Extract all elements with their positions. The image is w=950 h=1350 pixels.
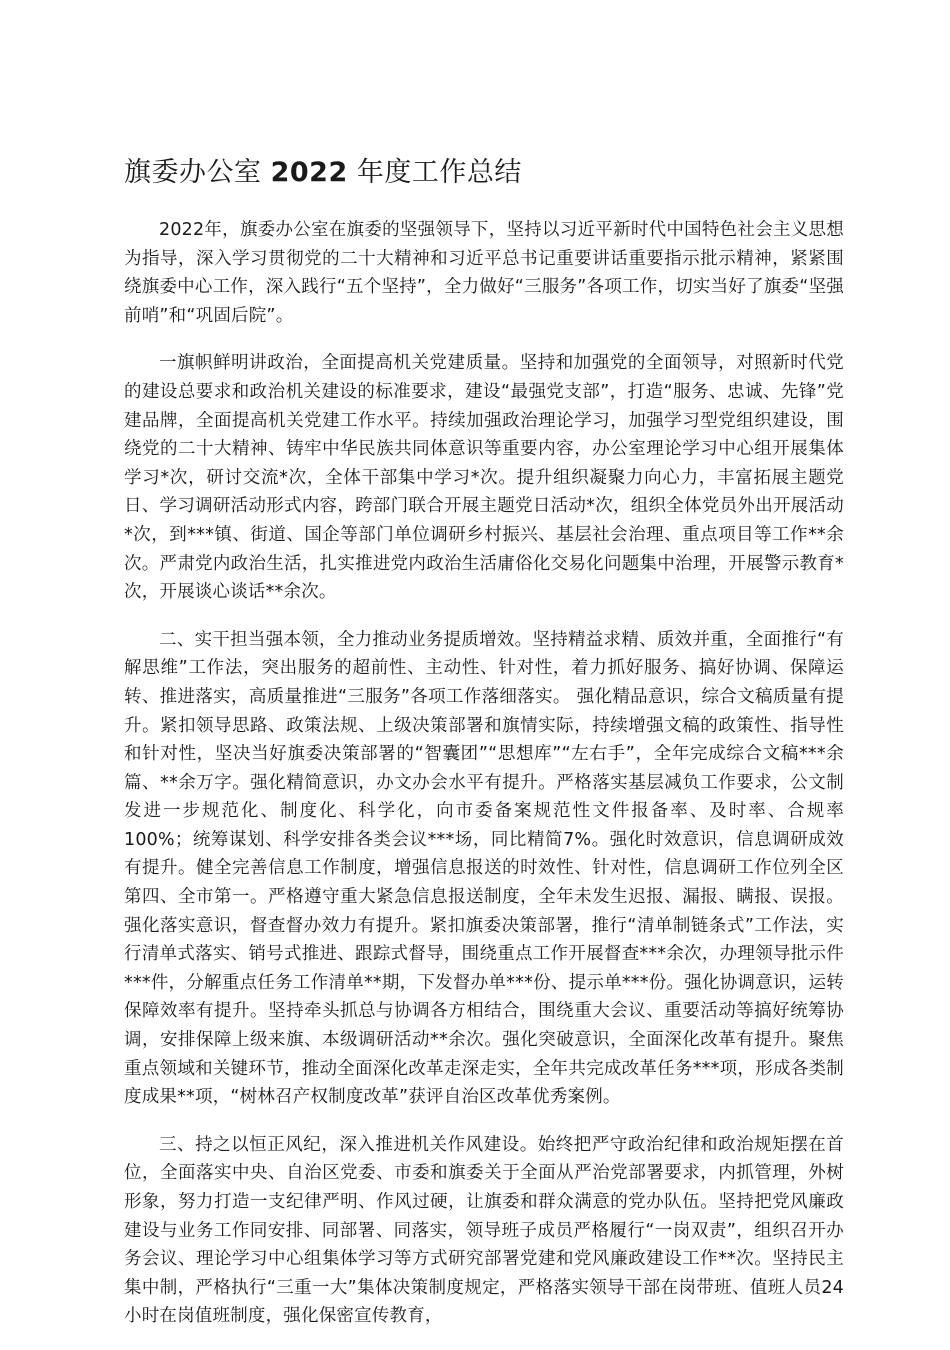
document-title xyxy=(124,148,844,198)
paragraph-section-2: 二、实干担当强本领，全力推动业务提质增效。坚持精益求精、质效并重，全面推行“有解思维”工作法，突出服务的超前性、主动性、针对性，着力抓好服务、搞好协调、保障运转、推进落实，高质量推进“三服务”各项工作落细落实。 强化精品意识，综合文稿质量有提升。紧扣领导思路、政策法规、上级决策部署和旗情实际，持续增强文稿的政策性、指导性和针对性，坚决当好旗委决策部署的“智囊团”“思想库”“左右手”，全年完成综合文稿***余篇、**余万字。强化精简意识，办文办会水平有提升。严格落实基层减负工作要求，公文制发进一步规范化、制度化、科学化，向市委备案规范性文件报备率、及时率、合规率100%；统筹谋划、科学安排各类会议***场，同比精简7%。强化时效意识，信息调研成效有提升。健全完善信息工作制度，增强信息报送的时效性、针对性，信息调研工作位列全区第四、全市第一。严格遵守重大紧急信息报送制度，全年未发生迟报、漏报、瞒报、误报。强化落实意识，督查督办效力有提升。紧扣旗委决策部署，推行“清单制链条式”工作法，实行清单式落实、销号式推进、跟踪式督导，围绕重点工作开展督查***余次，办理领导批示件***件，分解重点任务工作清单**期，下发督办单***份、提示单***份。强化协调意识，运转保障效率有提升。坚持牵头抓总与协调各方相结合，围绕重大会议、重要活动等搞好统筹协调，安排保障上级来旗、本级调研活动**余次。强化突破意识，全面深化改革有提升。聚焦重点领域和关键环节，推动全面深化改革走深走实，全年共完成改革任务***项，形成各类制度成果**项，“树林召产权制度改革”获评自治区改革优秀案例。 xyxy=(124,629,844,1108)
document-page xyxy=(124,148,844,1350)
title-prefix: 旗委办公室 xyxy=(124,157,262,188)
title-suffix: 年度工作总结 xyxy=(356,157,522,188)
paragraph-intro: 2022年，旗委办公室在旗委的坚强领导下，坚持以习近平新时代中国特色社会主义思想为指导，深入学习贯彻党的二十大精神和习近平总书记重要讲话重要指示批示精神，紧紧围绕旗委中心工作，深入践行“五个坚持”，全力做好“三服务”各项工作，切实当好了旗委“坚强前哨”和“巩固后院”。 xyxy=(124,220,844,326)
paragraph-section-3: 三、持之以恒正风纪，深入推进机关作风建设。始终把严守政治纪律和政治规矩摆在首位，全面落实中央、自治区党委、市委和旗委关于全面从严治党部署要求，内抓管理，外树形象，努力打造一支纪律严明、作风过硬，让旗委和群众满意的党办队伍。坚持把党风廉政建设与业务工作同安排、同部署、同落实，领导班子成员严格履行“一岗双责”，组织召开办务会议、理论学习中心组集体学习等方式研究部署党建和党风廉政建设工作**次。坚持民主集中制，严格执行“三重一大”集体决策制度规定，严格落实领导干部在岗带班、值班人员24小时在岗值班制度，强化保密宣传教育， xyxy=(124,1134,844,1327)
title-year: 2022 xyxy=(270,157,348,188)
paragraph-section-1: 一旗帜鲜明讲政治，全面提高机关党建质量。坚持和加强党的全面领导，对照新时代党的建设总要求和政治机关建设的标准要求，建设“最强党支部”，打造“服务、忠诚、先锋”党建品牌，全面提高机关党建工作水平。持续加强政治理论学习，加强学习型党组织建设，围绕党的二十大精神、铸牢中华民族共同体意识等重要内容，办公室理论学习中心组开展集体学习*次，研讨交流*次，全体干部集中学习*次。提升组织凝聚力向心力，丰富拓展主题党日、学习调研活动形式内容，跨部门联合开展主题党日活动*次，组织全体党员外出开展活动*次，到***镇、街道、国企等部门单位调研乡村振兴、基层社会治理、重点项目等工作**余次。严肃党内政治生活，扎实推进党内政治生活庸俗化交易化问题集中治理，开展警示教育*次，开展谈心谈话**余次。 xyxy=(124,353,844,603)
